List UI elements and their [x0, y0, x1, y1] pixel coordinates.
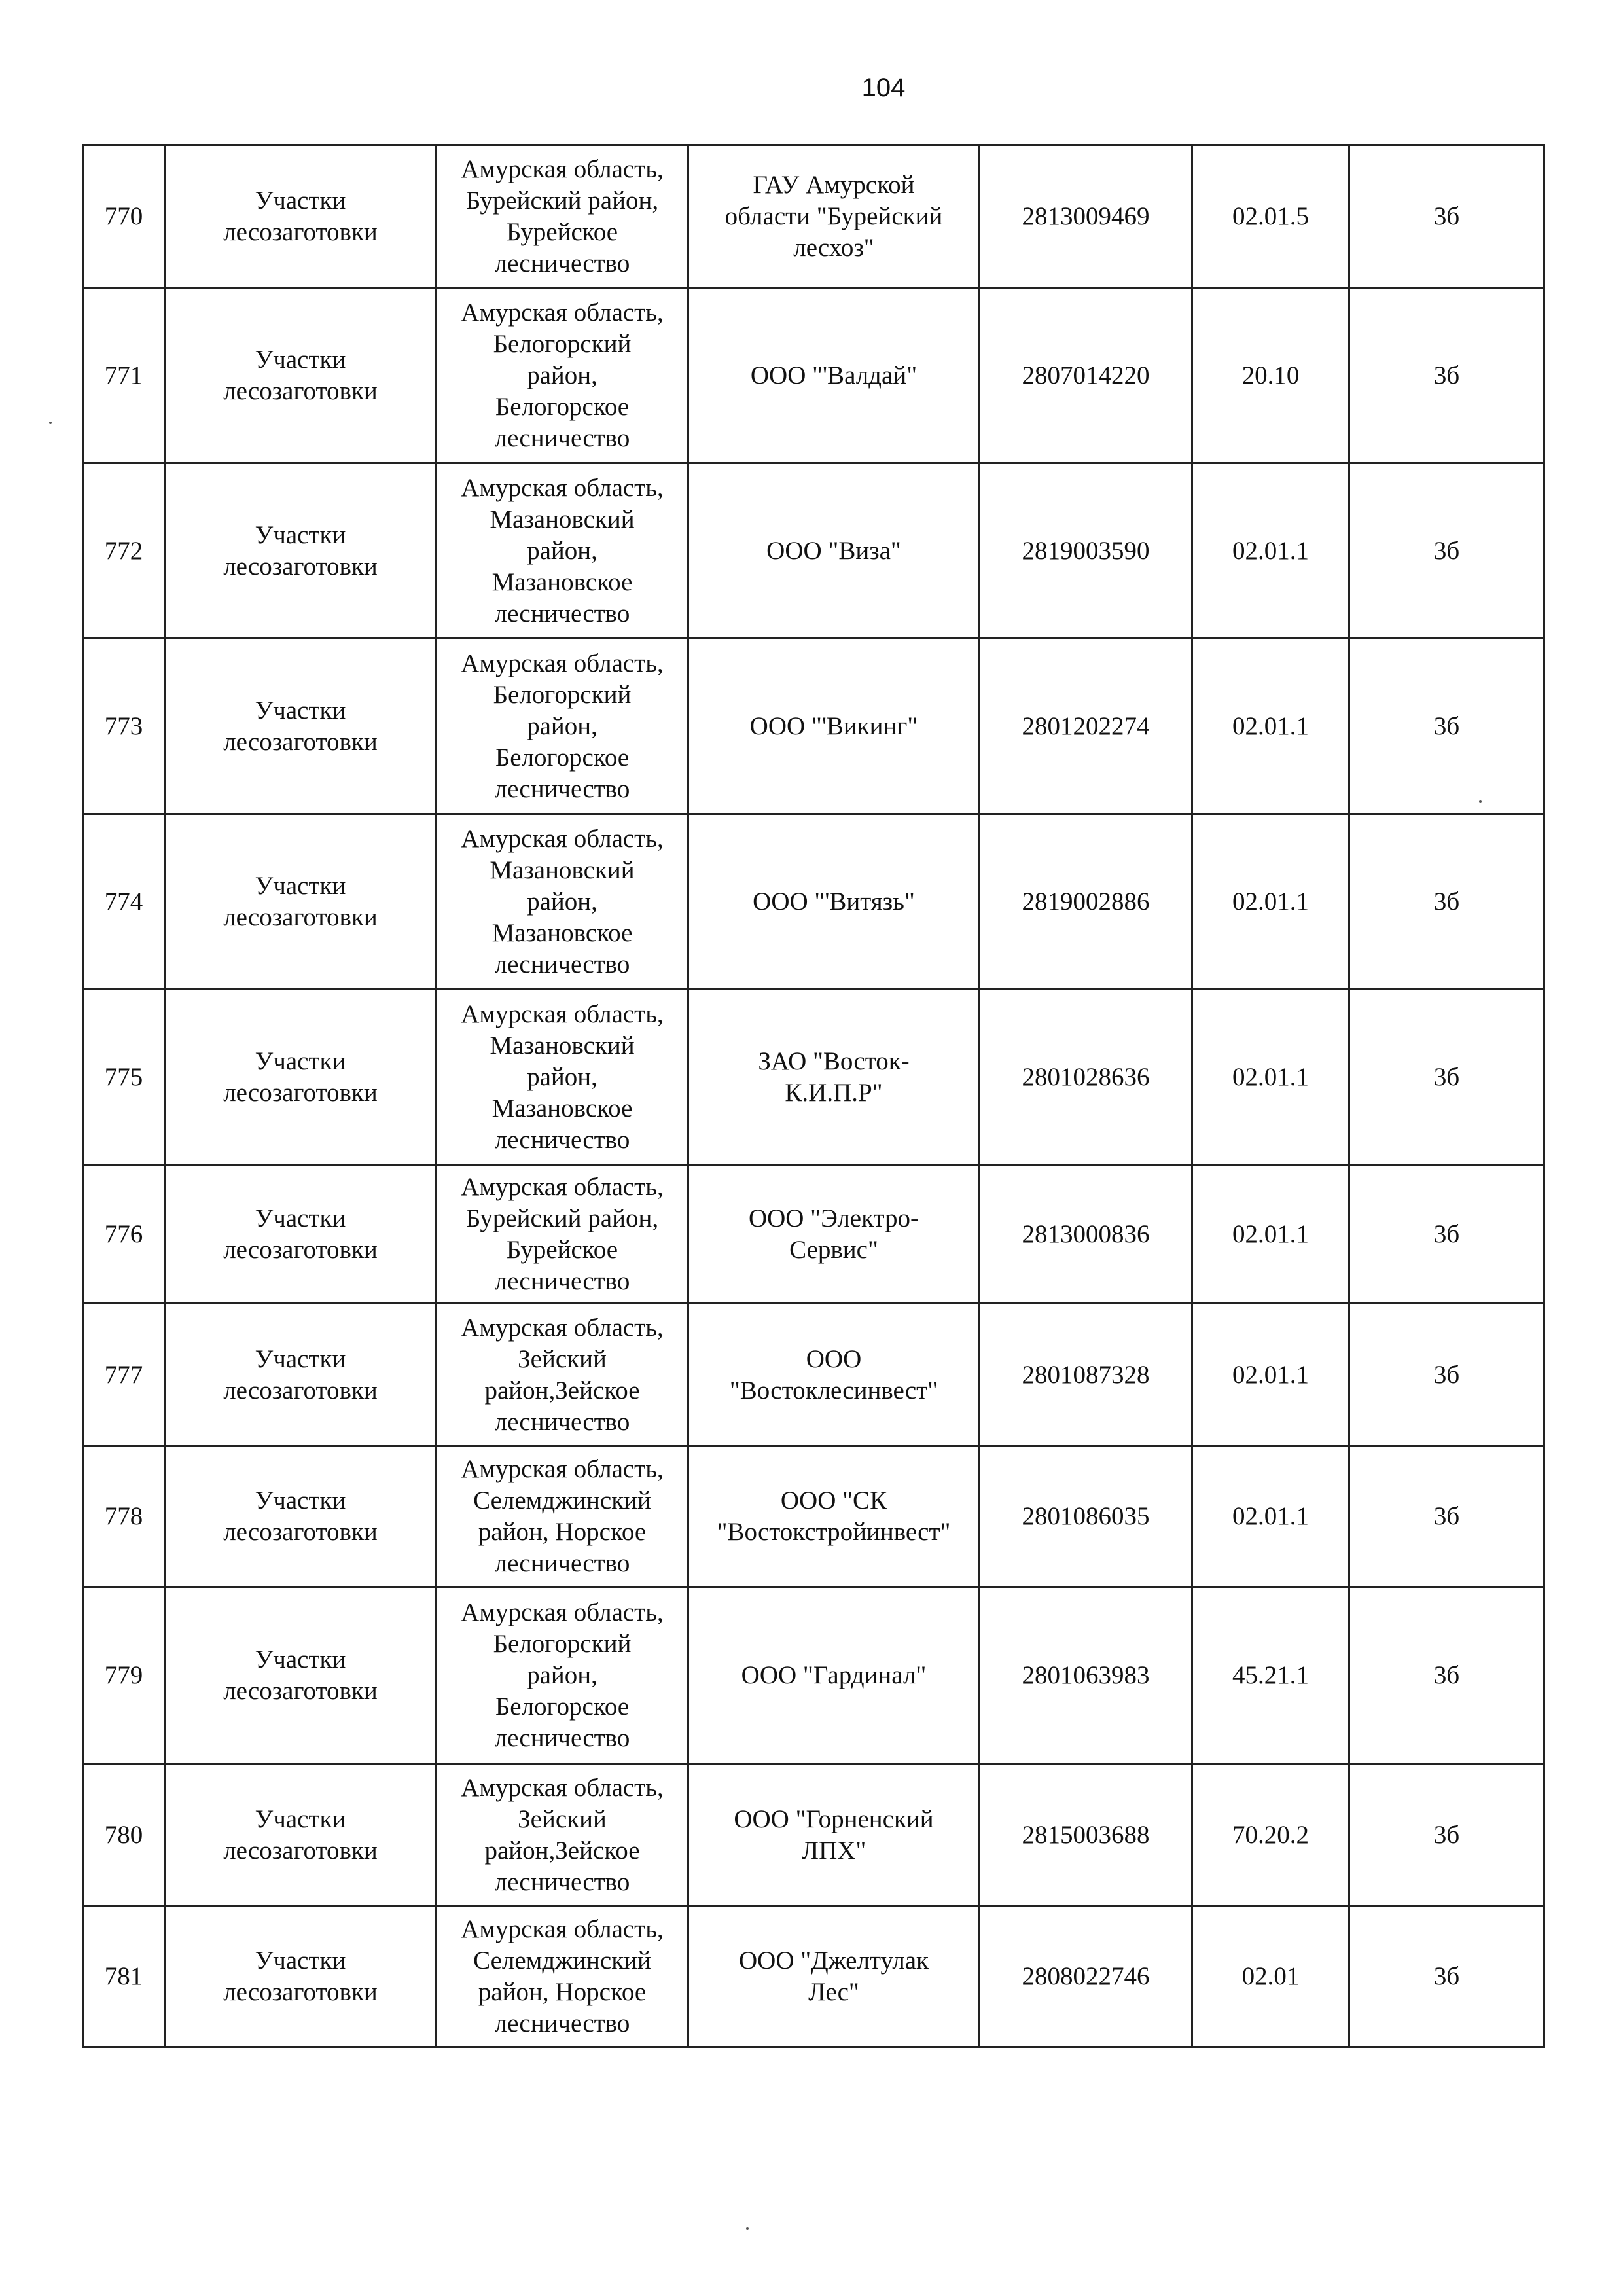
row-number: 774	[83, 814, 165, 990]
row-number: 778	[83, 1446, 165, 1587]
okved-code: 02.01.1	[1192, 639, 1349, 814]
table-row	[83, 463, 1544, 639]
registry-table	[82, 144, 1545, 2048]
location: Амурская область, Мазановский район, Мазановское лесничество	[437, 990, 688, 1165]
category: 3б	[1349, 145, 1544, 288]
inn: 2801202274	[980, 639, 1192, 814]
scan-speck	[1479, 800, 1482, 803]
okved-code: 02.01.1	[1192, 463, 1349, 639]
inn: 2801063983	[980, 1587, 1192, 1764]
okved-code: 45.21.1	[1192, 1587, 1349, 1764]
inn: 2813009469	[980, 145, 1192, 288]
okved-code: 02.01.1	[1192, 814, 1349, 990]
location: Амурская область, Мазановский район, Мазановское лесничество	[437, 463, 688, 639]
object-type: Участки лесозаготовки	[165, 1165, 437, 1304]
location: Амурская область, Мазановский район, Мазановское лесничество	[437, 814, 688, 990]
row-number: 775	[83, 990, 165, 1165]
object-type: Участки лесозаготовки	[165, 639, 437, 814]
inn: 2801086035	[980, 1446, 1192, 1587]
location: Амурская область, Селемджинский район, Норское лесничество	[437, 1907, 688, 2047]
okved-code: 02.01.1	[1192, 1165, 1349, 1304]
inn: 2815003688	[980, 1764, 1192, 1907]
category: 3б	[1349, 463, 1544, 639]
organization: ООО "Востоклесинвест"	[688, 1304, 980, 1446]
okved-code: 02.01.5	[1192, 145, 1349, 288]
location: Амурская область, Зейский район,Зейское лесничество	[437, 1764, 688, 1907]
row-number: 776	[83, 1165, 165, 1304]
object-type: Участки лесозаготовки	[165, 1764, 437, 1907]
category: 3б	[1349, 814, 1544, 990]
location: Амурская область, Белогорский район, Белогорское лесничество	[437, 639, 688, 814]
category: 3б	[1349, 1907, 1544, 2047]
table-row	[83, 990, 1544, 1165]
okved-code: 20.10	[1192, 288, 1349, 463]
okved-code: 02.01.1	[1192, 1446, 1349, 1587]
table-row	[83, 1764, 1544, 1907]
table-row	[83, 814, 1544, 990]
table-row	[83, 1587, 1544, 1764]
inn: 2819002886	[980, 814, 1192, 990]
row-number: 770	[83, 145, 165, 288]
organization: ООО "Горненский ЛПХ"	[688, 1764, 980, 1907]
row-number: 777	[83, 1304, 165, 1446]
location: Амурская область, Бурейский район, Бурейское лесничество	[437, 1165, 688, 1304]
table-row	[83, 288, 1544, 463]
location: Амурская область, Бурейский район, Бурейское лесничество	[437, 145, 688, 288]
object-type: Участки лесозаготовки	[165, 814, 437, 990]
object-type: Участки лесозаготовки	[165, 1587, 437, 1764]
category: 3б	[1349, 639, 1544, 814]
object-type: Участки лесозаготовки	[165, 990, 437, 1165]
okved-code: 02.01.1	[1192, 990, 1349, 1165]
row-number: 779	[83, 1587, 165, 1764]
organization: ООО "СК "Востокстройинвест"	[688, 1446, 980, 1587]
category: 3б	[1349, 1764, 1544, 1907]
okved-code: 02.01	[1192, 1907, 1349, 2047]
organization: ООО "'Викинг"	[688, 639, 980, 814]
table-row	[83, 1446, 1544, 1587]
inn: 2808022746	[980, 1907, 1192, 2047]
location: Амурская область, Селемджинский район, Норское лесничество	[437, 1446, 688, 1587]
organization: ООО "Электро- Сервис"	[688, 1165, 980, 1304]
object-type: Участки лесозаготовки	[165, 1446, 437, 1587]
table-row	[83, 145, 1544, 288]
inn: 2807014220	[980, 288, 1192, 463]
object-type: Участки лесозаготовки	[165, 1304, 437, 1446]
category: 3б	[1349, 288, 1544, 463]
inn: 2801028636	[980, 990, 1192, 1165]
object-type: Участки лесозаготовки	[165, 1907, 437, 2047]
table-row	[83, 1304, 1544, 1446]
inn: 2819003590	[980, 463, 1192, 639]
organization: ООО "Гардинал"	[688, 1587, 980, 1764]
okved-code: 70.20.2	[1192, 1764, 1349, 1907]
table-row	[83, 1907, 1544, 2047]
object-type: Участки лесозаготовки	[165, 288, 437, 463]
okved-code: 02.01.1	[1192, 1304, 1349, 1446]
organization: ЗАО "Восток- К.И.П.Р"	[688, 990, 980, 1165]
inn: 2813000836	[980, 1165, 1192, 1304]
row-number: 781	[83, 1907, 165, 2047]
category: 3б	[1349, 1304, 1544, 1446]
scan-speck	[49, 422, 52, 424]
organization: ООО "'Валдай"	[688, 288, 980, 463]
category: 3б	[1349, 1446, 1544, 1587]
location: Амурская область, Зейский район,Зейское лесничество	[437, 1304, 688, 1446]
table-row	[83, 1165, 1544, 1304]
scan-speck	[746, 2227, 749, 2230]
category: 3б	[1349, 990, 1544, 1165]
organization: ООО "'Витязь"	[688, 814, 980, 990]
row-number: 772	[83, 463, 165, 639]
organization: ООО "Виза"	[688, 463, 980, 639]
inn: 2801087328	[980, 1304, 1192, 1446]
category: 3б	[1349, 1587, 1544, 1764]
location: Амурская область, Белогорский район, Белогорское лесничество	[437, 1587, 688, 1764]
category: 3б	[1349, 1165, 1544, 1304]
row-number: 773	[83, 639, 165, 814]
object-type: Участки лесозаготовки	[165, 463, 437, 639]
organization: ООО "Джелтулак Лес"	[688, 1907, 980, 2047]
row-number: 780	[83, 1764, 165, 1907]
object-type: Участки лесозаготовки	[165, 145, 437, 288]
page-number: 104	[861, 73, 906, 102]
table-row	[83, 639, 1544, 814]
location: Амурская область, Белогорский район, Белогорское лесничество	[437, 288, 688, 463]
row-number: 771	[83, 288, 165, 463]
organization: ГАУ Амурской области "Бурейский лесхоз"	[688, 145, 980, 288]
